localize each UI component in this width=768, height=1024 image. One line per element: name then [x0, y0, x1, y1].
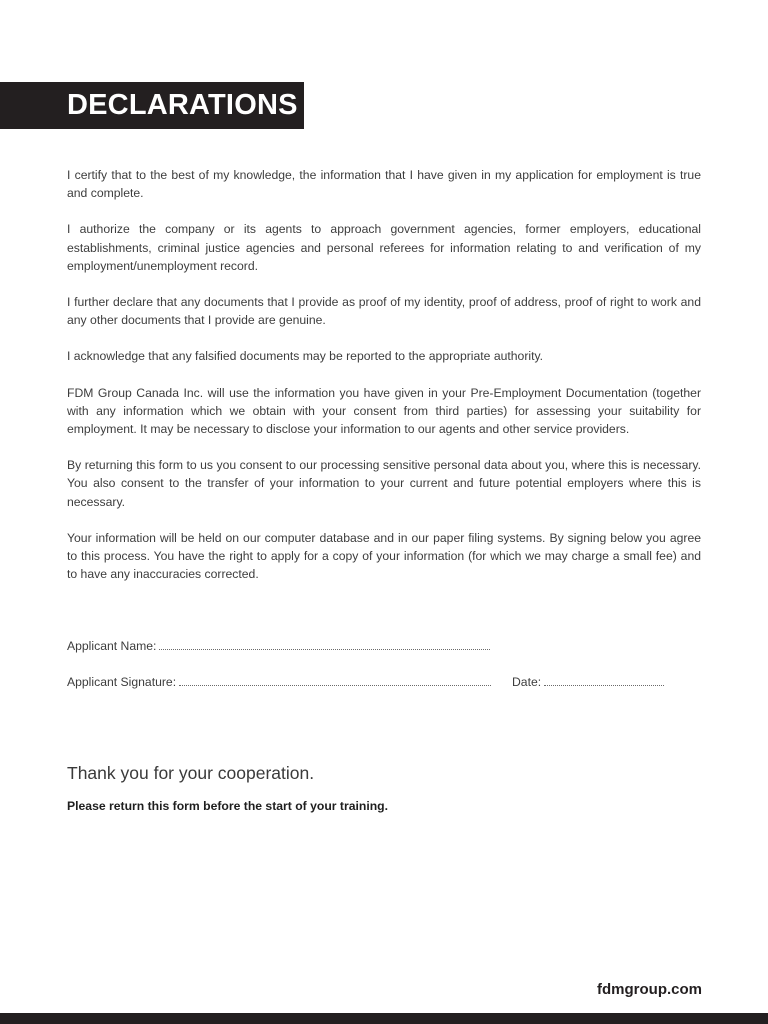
applicant-signature-field[interactable] — [179, 674, 491, 686]
applicant-name-field[interactable] — [159, 638, 490, 650]
applicant-signature-label: Applicant Signature: — [67, 675, 177, 689]
date-row — [512, 674, 664, 690]
declaration-paragraph-7: Your information will be held on our computer database and in our paper filing systems. By signing below you agree to this process. You have the right to apply for a copy of your information (for which we may charge a small fee) and to have any inaccuracies corrected. — [67, 530, 701, 582]
declaration-paragraph-6: By returning this form to us you consent to our processing sensitive personal data about you, where this is necessary. You also consent to the transfer of your information to your current and future potential employers where this is necessary. — [67, 458, 701, 509]
page-title: DECLARATIONS — [67, 89, 298, 121]
applicant-name-row — [67, 638, 490, 654]
date-label: Date: — [512, 675, 542, 689]
declaration-paragraph-3: I further declare that any documents that I provide as proof of my identity, proof of address, proof of right to work and any other documents that I provide are genuine. — [67, 295, 701, 328]
declaration-paragraph-4: I acknowledge that any falsified documents may be reported to the appropriate authority. — [67, 349, 544, 364]
declaration-paragraph-5: FDM Group Canada Inc. will use the information you have given in your Pre-Employment Documentation (together with any information which we obtain with your consent from third parties) for assessing your suitability for employment. It may be necessary to disclose your information to our agents and other service providers. — [67, 385, 701, 437]
date-field[interactable] — [544, 674, 664, 686]
return-instruction: Please return this form before the start of your training. — [67, 799, 388, 813]
footer-band — [0, 1013, 768, 1024]
declaration-paragraph-2: I authorize the company or its agents to approach government agencies, former employers, educational establishments, criminal justice agencies and personal referees for information relating to and verification of my employment/unemployment record. — [67, 222, 701, 273]
thank-you-text: Thank you for your cooperation. — [67, 763, 315, 783]
applicant-signature-row — [67, 674, 491, 690]
declarations-body — [67, 166, 701, 601]
applicant-name-label: Applicant Name: — [67, 639, 157, 653]
declaration-paragraph-1: I certify that to the best of my knowledge, the information that I have given in my application for employment is true and complete. — [67, 168, 701, 201]
footer-website: fdmgroup.com — [597, 981, 702, 998]
